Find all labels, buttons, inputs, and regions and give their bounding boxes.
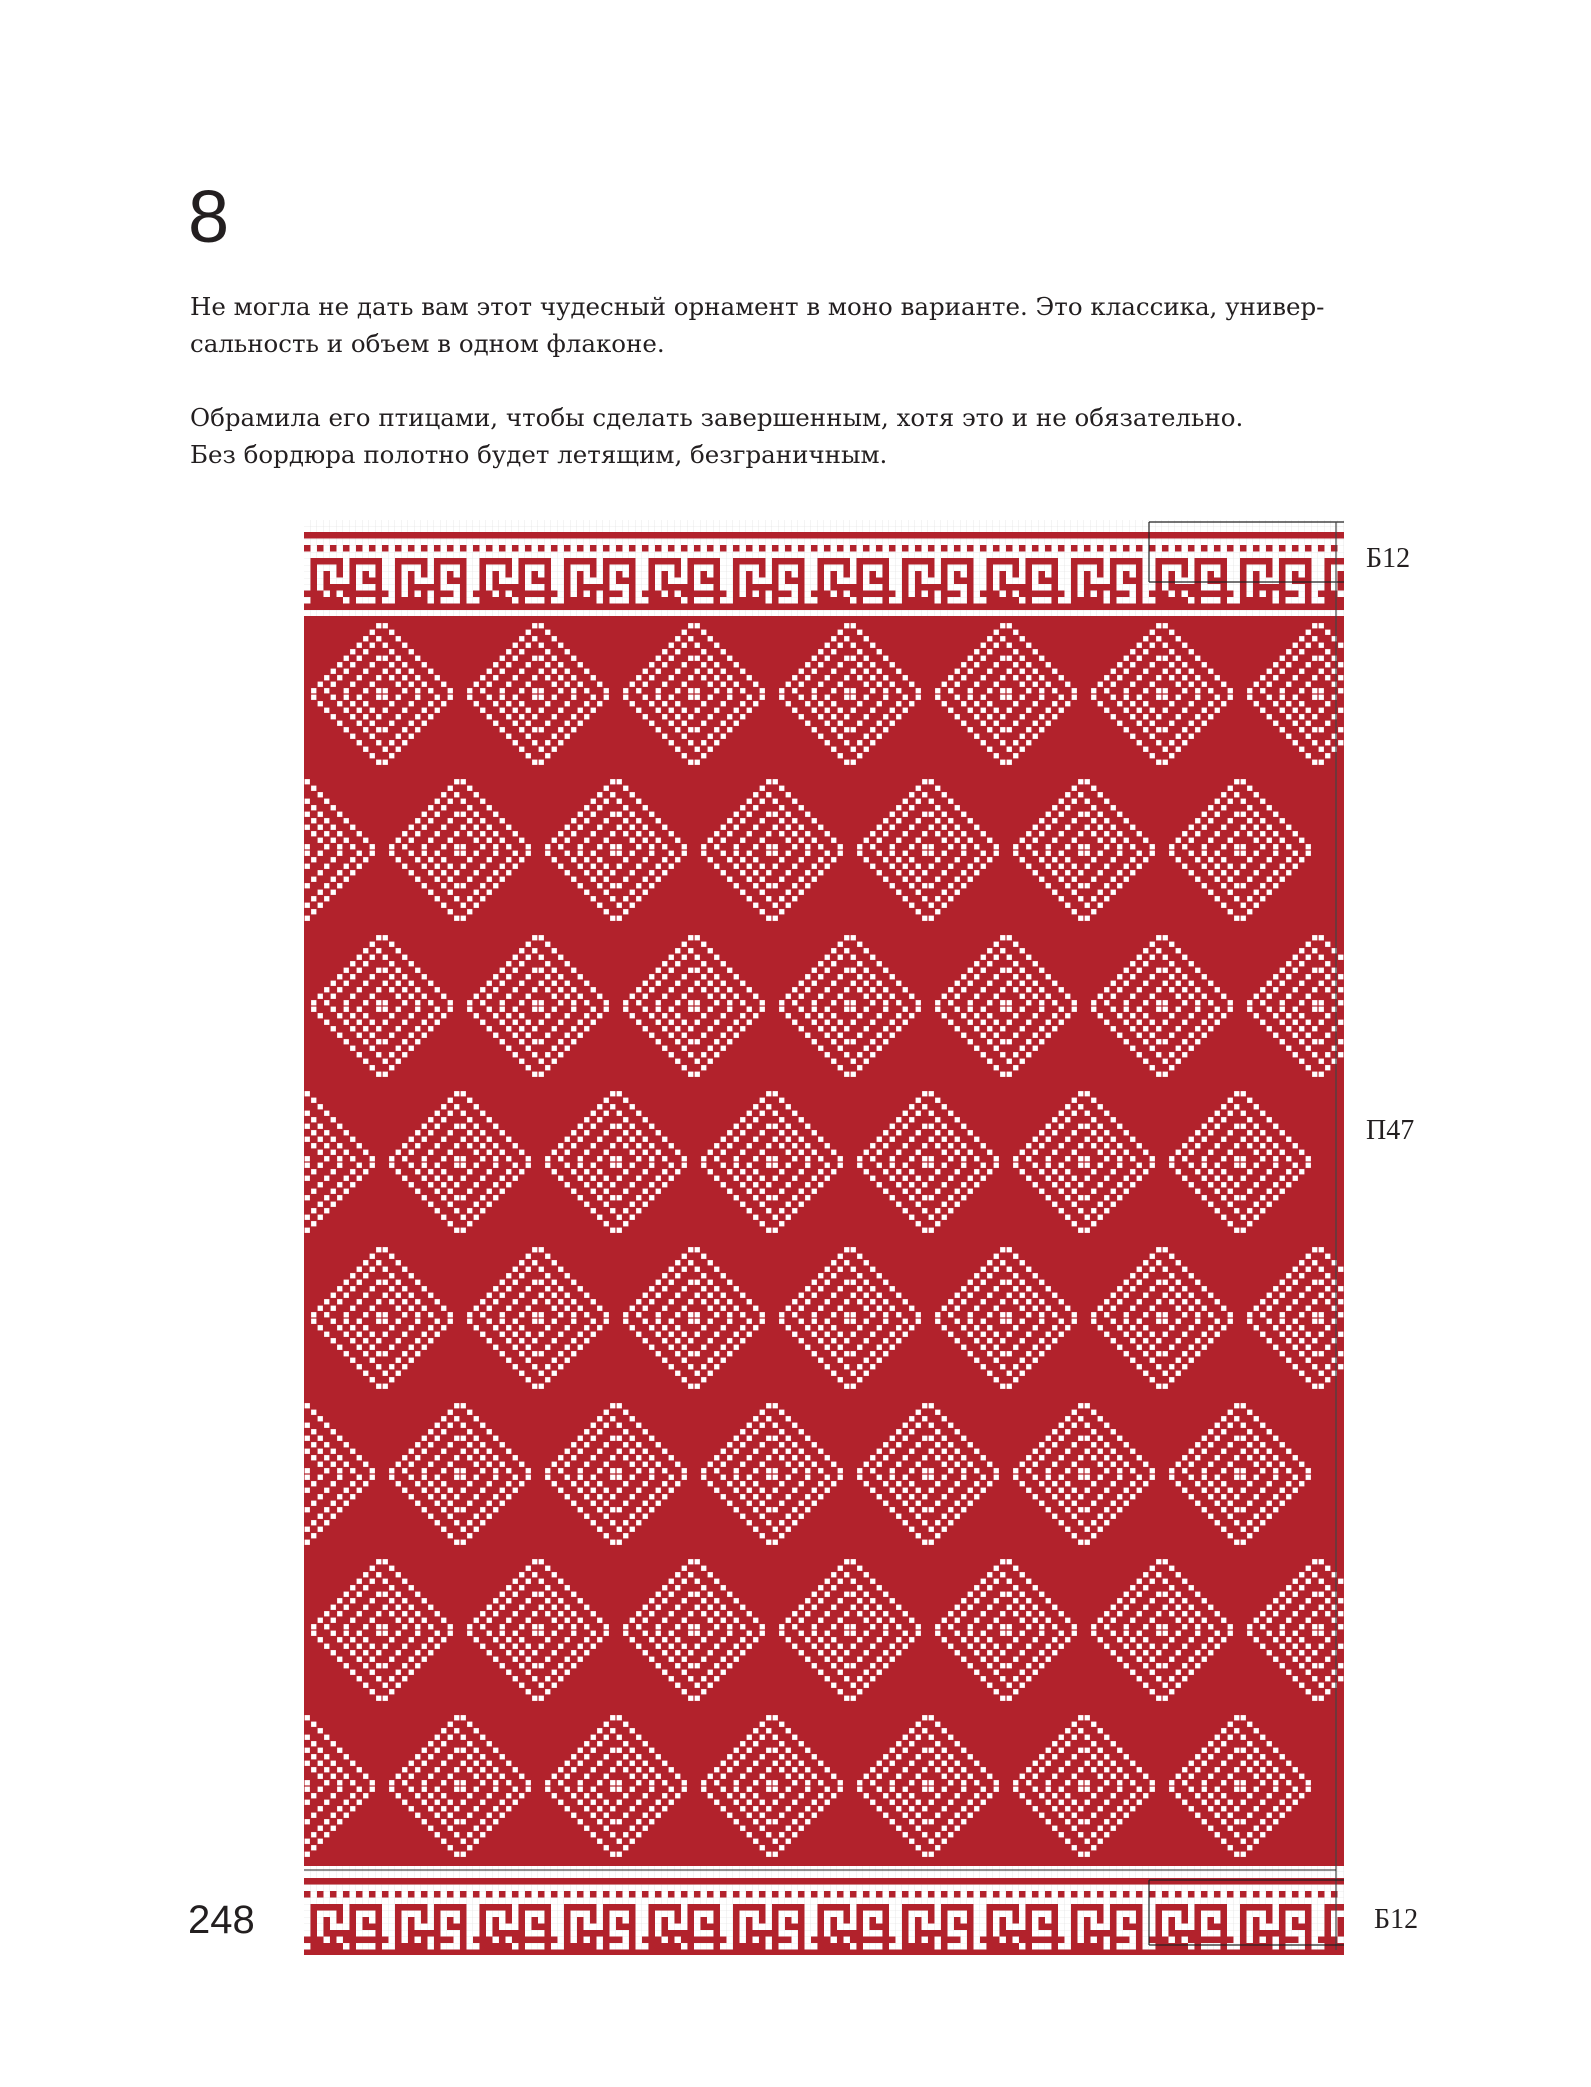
embroidery-chart — [304, 520, 1344, 1955]
label-main-pattern: П47 — [1366, 1115, 1415, 1146]
intro-paragraph-2-line-1: Обрамила его птицами, чтобы сделать завершенным, хотя это и не обязательно. — [190, 403, 1244, 432]
intro-paragraph-1 — [190, 288, 1450, 362]
label-bottom-border: Б12 — [1374, 1904, 1419, 1935]
chapter-number: 8 — [188, 175, 230, 258]
intro-paragraph-2 — [190, 399, 1450, 473]
intro-text — [190, 288, 1450, 473]
embroidery-chart-svg — [304, 520, 1344, 1955]
label-top-border: Б12 — [1366, 543, 1411, 574]
main-pattern-field — [304, 616, 1344, 1866]
intro-paragraph-1-line-2: сальность и объем в одном флаконе. — [190, 329, 665, 358]
intro-paragraph-2-line-2: Без бордюра полотно будет летящим, безграничным. — [190, 440, 888, 469]
intro-paragraph-1-line-1: Не могла не дать вам этот чудесный орнамент в моно варианте. Это классика, универ- — [190, 292, 1325, 321]
page-number: 248 — [188, 1898, 255, 1942]
